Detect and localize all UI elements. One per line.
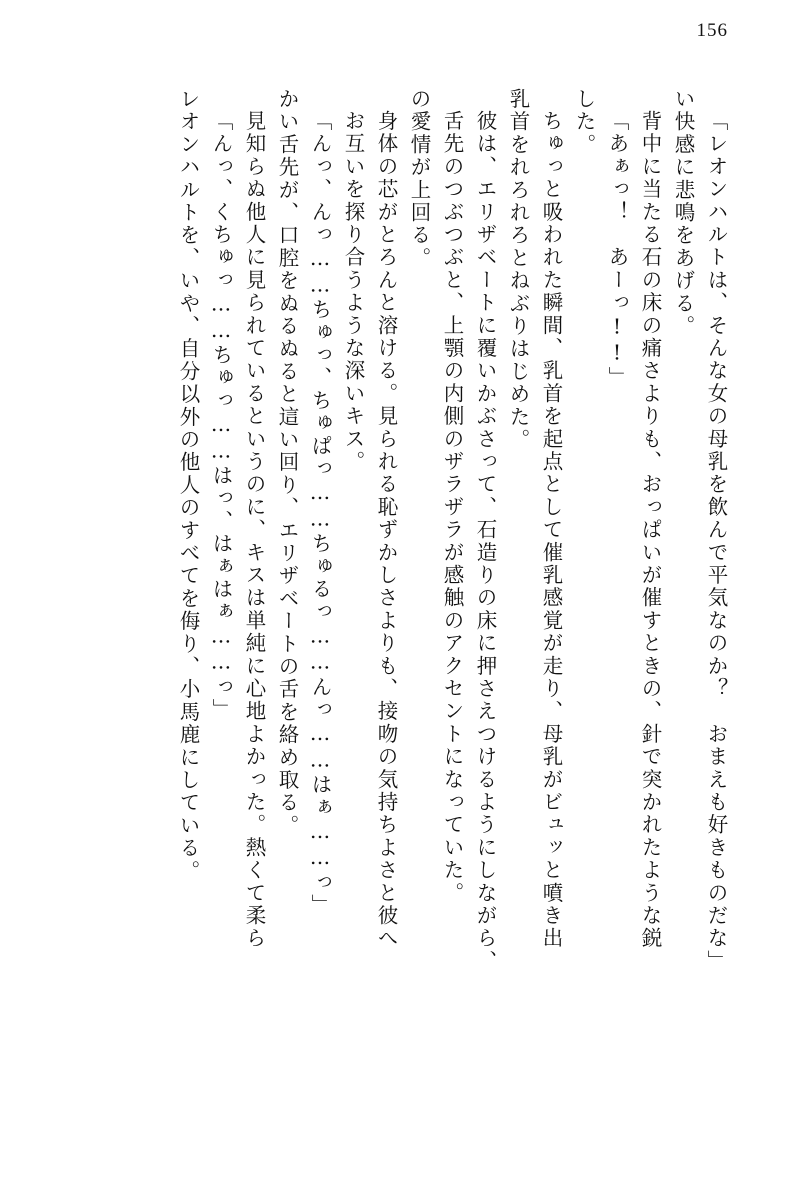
- text-line: 「あぁっ！ あーっ!!」: [605, 110, 629, 390]
- text-line: ちゅっと吸われた瞬間、乳首を起点として催乳感覚が走り、母乳がビュッと噴き出: [539, 110, 563, 950]
- text-line: 彼は、エリザベートに覆いかぶさって、石造りの床に押さえつけるようにしながら、: [473, 110, 497, 973]
- text-line: 「レオンハルトは、そんな女の母乳を飲んで平気なのか？ おまえも好きものだな」: [704, 110, 728, 973]
- text-line: い快感に悲鳴をあげる。: [671, 88, 695, 338]
- text-line: かい舌先が、口腔をぬるぬると這い回り、エリザベートの舌を絡め取る。: [275, 88, 299, 838]
- text-line: 「んっ、くちゅっ……ちゅっ……はっ、はぁはぁ……っ」: [209, 110, 233, 722]
- text-line: した。: [572, 88, 596, 157]
- text-line: レオンハルトを、いや、自分以外の他人のすべてを侮り、小馬鹿にしている。: [176, 88, 200, 883]
- text-line: 舌先のつぶつぶと、上顎の内側のザラザラが感触のアクセントになっていた。: [440, 110, 464, 905]
- text-line: 見知らぬ他人に見られているというのに、キスは単純に心地よかった。熱くて柔ら: [242, 110, 266, 950]
- text-line: の愛情が上回る。: [407, 88, 431, 270]
- text-line: 乳首をれろれろとねぶりはじめた。: [506, 88, 530, 452]
- text-line: 背中に当たる石の床の痛さよりも、おっぱいが催すときの、針で突かれたような鋭: [638, 110, 662, 950]
- text-line: 「んっ、んっ……ちゅっ、ちゅぱっ……ちゅるっ……んっ……はぁ……っ」: [308, 110, 332, 917]
- page-number: 156: [696, 20, 728, 41]
- page-text-body: [58, 88, 732, 1154]
- text-line: 身体の芯がとろんと溶ける。見られる恥ずかしさよりも、接吻の気持ちよさと彼へ: [374, 110, 398, 950]
- text-line: お互いを探り合うような深いキス。: [341, 110, 365, 474]
